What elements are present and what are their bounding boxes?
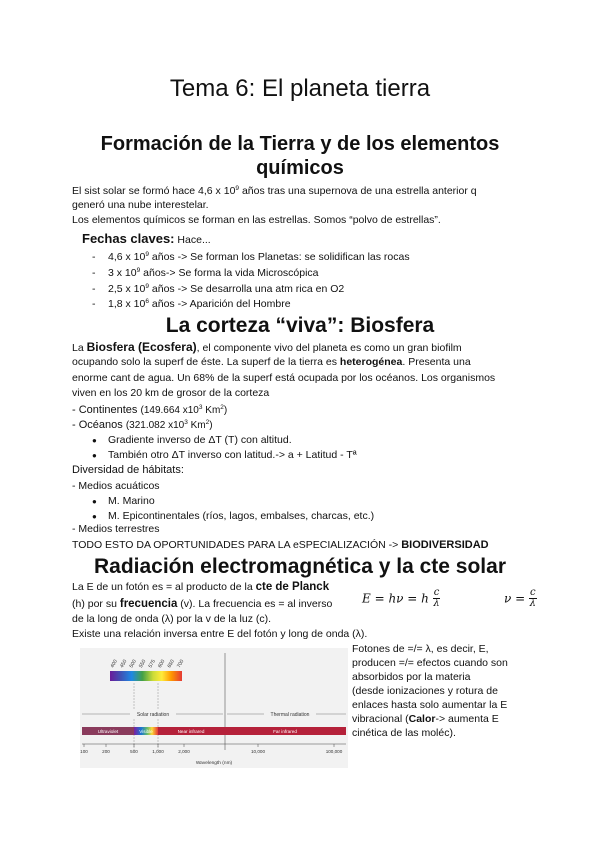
medios-acuaticos: - Medios acuáticos (72, 480, 160, 492)
fecha-item: - 4,6 x $10^9$ años -> Se forman los Planetas: se solidifican las rocas (92, 251, 410, 263)
gradiente-item: ● También otro ΔT inverso con latitud.-> a + Latitud - Tª (92, 449, 357, 461)
formula-energy: E = hν = h $\frac{c}{\lambda}$ (362, 587, 440, 609)
radiacion-line3: de la long de onda (λ) por la v de la luz (c). (72, 613, 272, 625)
thermal-radiation-label: Thermal radiation (270, 712, 310, 718)
axis-tick-label: 2,000 (178, 749, 190, 754)
fecha-item: - 1,8 x $10^6$ años -> Aparición del Hombre (92, 298, 291, 310)
section1-paragraph2: Los elementos químicos se forman en las estrellas. Somos “polvo de estrellas”. (72, 214, 441, 226)
radiacion-line1: La E de un fotón es = al producto de la cte de Planck (72, 581, 330, 593)
band-label-visible: Visible (139, 729, 153, 734)
medios-terrestres: - Medios terrestres (72, 523, 160, 535)
biosfera-line2: ocupando solo la superf de éste. La superf de la tierra es heterogénea. Presenta una (72, 356, 471, 368)
medio-item: ● M. Epicontinentales (ríos, lagos, embalses, charcas, etc.) (92, 510, 375, 522)
fecha-item: - 2,5 x $10^9$ años -> Se desarrolla una atm rica en O2 (92, 283, 345, 295)
section1-paragraph1-line2: generó una nube interestelar. (72, 199, 209, 211)
wavelength-axis-label: Wavelength (nm) (195, 761, 233, 766)
color-wavelength-label: 700 (176, 658, 186, 669)
band-label-ultraviolet: Ultraviolet (97, 729, 119, 734)
axis-tick-label: 200 (102, 749, 110, 754)
section2-heading: La corteza “viva”: Biosfera (165, 314, 435, 337)
page-title: Tema 6: El planeta tierra (169, 75, 431, 102)
color-wavelength-label: 450 (119, 658, 129, 669)
solar-radiation-label: Solar radiation (136, 712, 170, 718)
section3-heading: Radiación electromagnética y la cte solar (93, 555, 506, 578)
visible-color-strip (110, 671, 182, 681)
radiacion-line4: Existe una relación inversa entre E del fotón y long de onda (λ). (72, 628, 368, 640)
axis-tick-label: 100,000 (325, 749, 343, 754)
diversidad-heading: Diversidad de hábitats: (72, 464, 184, 476)
medio-item: ● M. Marino (92, 495, 155, 507)
radiacion-line2: (h) por su frecuencia (v). La frecuencia es = al inverso (72, 598, 333, 610)
axis-tick-label: 100 (80, 749, 88, 754)
todo-esto-line: TODO ESTO DA OPORTUNIDADES PARA LA eSPECIALIZACIÓN -> BIODIVERSIDAD (72, 539, 489, 551)
biosfera-line4: viven en los 20 km de grosor de la corteza (72, 387, 270, 399)
color-wavelength-label: 400 (109, 658, 119, 669)
color-wavelength-label: 650 (166, 658, 176, 669)
color-wavelength-label: 550 (138, 658, 148, 669)
fecha-item: - 3 x $10^9$ años-> Se forma la vida Microscópica (92, 267, 319, 279)
axis-tick-label: 500 (130, 749, 138, 754)
band-label-far-infrared: Far infrared (273, 729, 297, 734)
color-wavelength-label: 500 (128, 658, 138, 669)
color-wavelength-label: 600 (157, 658, 167, 669)
fechas-claves-heading: Fechas claves: Hace... (82, 231, 211, 246)
section1-heading-line2: químicos (256, 157, 344, 179)
section1-heading-line1: Formación de la Tierra y de los elementos (100, 133, 500, 155)
color-wavelength-label: 575 (147, 658, 157, 669)
band-label-near-infrared: Near infrared (177, 729, 205, 734)
oceanos-line: - Océanos (321.082 $x10^3$ Km$^2$) (72, 419, 213, 431)
electromagnetic-spectrum-figure (80, 648, 348, 768)
continentes-line: - Continentes (149.664 $x10^3$ Km$^2$) (72, 404, 228, 416)
section1-paragraph1: El sist solar se formó hace 4,6 x $10^9$ años tras una supernova de una estrella anterior q (72, 185, 477, 197)
fotones-paragraph: Fotones de =/= λ, es decir, E, producen =/= efectos cuando son absorbidos por la materia (desde ionizaciones y rotura de enlaces hasta solo aumentar la E vibracional (Calor-> aumenta E cinética de las moléc). (352, 643, 508, 739)
gradiente-item: ● Gradiente inverso de ΔT (T) con altitud. (92, 434, 292, 446)
axis-tick-label: 1,000 (152, 749, 164, 754)
biosfera-line1: La Biosfera (Ecosfera), el componente vivo del planeta es como un gran biofilm (72, 340, 462, 354)
biosfera-line3: enorme cant de agua. Un 68% de la superf está ocupada por los océanos. Los organismos (72, 372, 496, 384)
axis-tick-label: 10,000 (250, 749, 266, 754)
formula-frequency: ν = $\frac{c}{\lambda}$ (504, 587, 536, 609)
